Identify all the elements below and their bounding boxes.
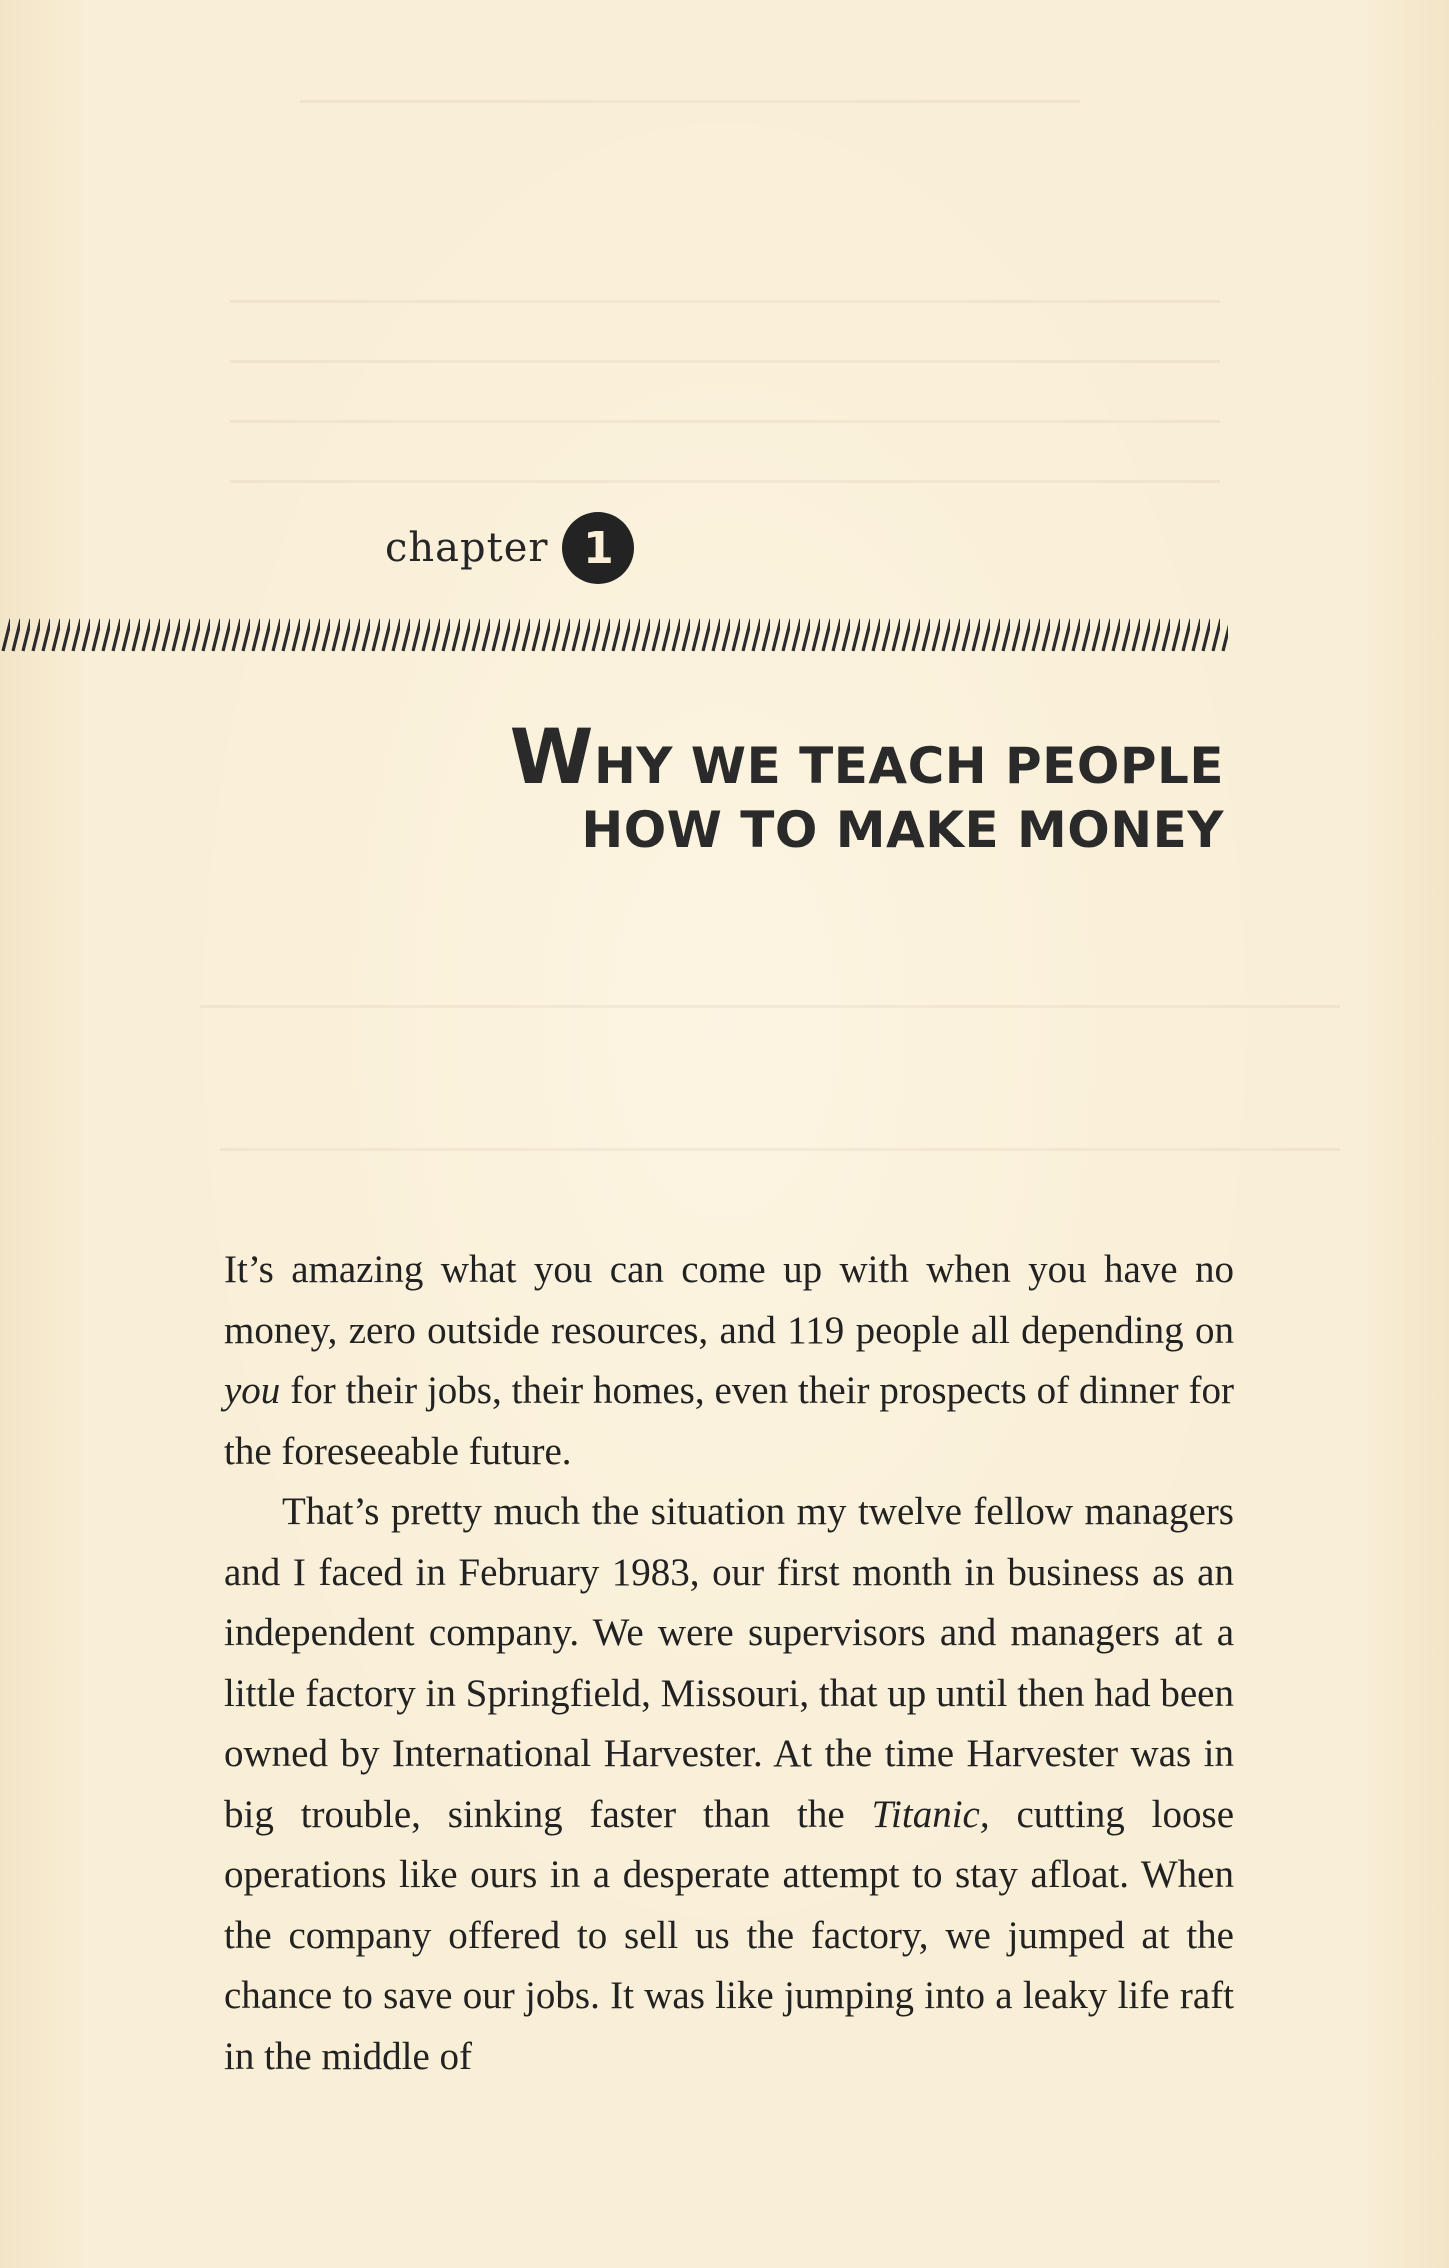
bleed-through-mark	[230, 420, 1220, 423]
chapter-label	[385, 518, 634, 578]
chapter-title-line-1	[509, 712, 1224, 801]
chapter-title-line-2: HOW TO MAKE MONEY	[581, 801, 1224, 859]
chapter-title-initial: W	[509, 712, 594, 801]
chapter-number-badge: 1	[562, 512, 634, 584]
bleed-through-mark	[220, 1148, 1340, 1151]
emphasis: Titanic,	[871, 1792, 990, 1836]
paragraph: It’s amazing what you can come up with when you have no money, zero outside resources, and 119 people all depending on you for their jobs, their homes, even their prospects of dinner for the foreseeable future.	[224, 1248, 1234, 1473]
body-text	[224, 1240, 1234, 2087]
emphasis: you	[224, 1369, 281, 1412]
bleed-through-mark	[230, 300, 1220, 303]
paragraph: That’s pretty much the situation my twelve fellow managers and I faced in February 1983, our first month in business as an independent company. We were supervisors and managers at a little factory in Springfield, Missouri, that up until then had been owned by International Harvester. At the time Harvester was in big trouble, sinking faster than the Titanic, cutting loose operations like ours in a desperate attempt to stay afloat. When the company offered to sell us the factory, we jumped at the chance to save our jobs. It was like jumping into a leaky life raft in the middle of	[224, 1490, 1234, 2078]
chapter-title-line-1-text: HY WE TEACH PEOPLE	[593, 737, 1224, 795]
hatched-rule	[0, 616, 1228, 654]
chapter-title	[509, 712, 1224, 862]
chapter-word: chapter	[385, 525, 549, 571]
bleed-through-mark	[230, 480, 1220, 483]
bleed-through-mark	[200, 1005, 1340, 1008]
bleed-through-mark	[300, 100, 1080, 103]
bleed-through-mark	[230, 360, 1220, 363]
